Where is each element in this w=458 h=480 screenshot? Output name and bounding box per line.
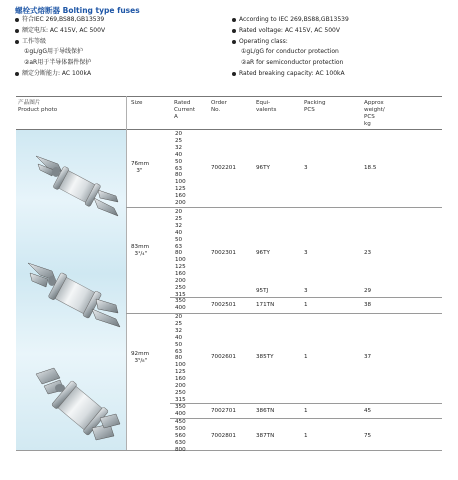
bullet-icon [15, 40, 19, 44]
header-current: Rated Current A [174, 100, 196, 120]
equivalent: 95TJ [256, 288, 269, 294]
spec-voltage-cn: 额定电压: AC 415V, AC 500V [22, 26, 106, 34]
order-no: 7002501 [211, 302, 236, 308]
equivalent: 386TN [256, 408, 275, 414]
table-bottom-rule [16, 450, 442, 451]
bullet-icon [15, 18, 19, 22]
fuse-92mm-image [30, 362, 126, 446]
fuse-83mm-image [22, 255, 126, 331]
order-no: 7002601 [211, 354, 236, 360]
header-photo-en: Product photo [18, 107, 58, 113]
bullet-icon [232, 72, 236, 76]
packing: 1 [304, 408, 308, 414]
size-92mm: 92mm 3⁵/₈" [131, 351, 150, 364]
header-size: Size [131, 100, 143, 106]
row-divider [126, 207, 442, 208]
current-list: 450 500 560 630 800 [175, 419, 186, 453]
fuse-76mm-image [28, 150, 124, 220]
spec-class-title-en: Operating class: [239, 37, 288, 45]
spec-breaking-cn: 额定分断能力: AC 100kA [22, 69, 92, 77]
current-list: 20 25 32 40 50 63 80 100 125 160 200 250 315 [175, 314, 186, 403]
packing: 1 [304, 302, 308, 308]
current-list: 20 25 32 40 50 63 80 100 125 160 200 250 315 [175, 209, 186, 298]
packing: 3 [304, 250, 308, 256]
row-divider [170, 418, 442, 419]
header-equivalents: Equi- valents [256, 100, 277, 113]
spec-class-2-en: ②aR for semiconductor protection [241, 59, 344, 67]
equivalent: 96TY [256, 250, 270, 256]
spec-breaking-en: Rated breaking capacity: AC 100kA [239, 69, 345, 77]
weight: 45 [364, 408, 372, 414]
table-top-rule [16, 96, 442, 97]
header-photo-cn: 产品图片 [18, 100, 41, 106]
column-divider [126, 96, 127, 450]
specs-english [232, 15, 349, 80]
order-no: 7002301 [211, 250, 236, 256]
row-divider [170, 297, 442, 298]
equivalent: 96TY [256, 165, 270, 171]
current-list: 350 400 [175, 404, 186, 417]
equivalent: 385TY [256, 354, 274, 360]
equivalent: 387TN [256, 433, 275, 439]
row-divider [170, 403, 442, 404]
packing: 3 [304, 288, 308, 294]
header-photo [18, 100, 57, 114]
current-list: 20 25 32 40 50 63 80 100 125 160 200 [175, 131, 186, 207]
row-divider [126, 313, 442, 314]
order-no: 7002801 [211, 433, 236, 439]
size-83mm: 83mm 3¹/₄" [131, 244, 150, 257]
current-list: 350 400 [175, 298, 186, 311]
spec-voltage-en: Rated voltage: AC 415V, AC 500V [239, 26, 340, 34]
spec-class-1-cn: ①gL/gG用于导线保护 [24, 48, 84, 56]
header-packing: Packing PCS [304, 100, 326, 113]
weight: 75 [364, 433, 372, 439]
spec-class-2-cn: ②aR用于半导体器件保护 [24, 59, 92, 67]
order-no: 7002701 [211, 408, 236, 414]
bullet-icon [232, 29, 236, 33]
spec-standard-en: According to IEC 269,BS88,GB13539 [239, 16, 349, 23]
order-no: 7002201 [211, 165, 236, 171]
page-title: 螺栓式熔断器 Bolting type fuses [15, 6, 140, 15]
packing: 3 [304, 165, 308, 171]
specs-chinese [15, 15, 105, 80]
packing: 1 [304, 433, 308, 439]
packing: 1 [304, 354, 308, 360]
size-76mm: 76mm 3" [131, 161, 150, 174]
spec-standard-cn: 符合IEC 269,BS88,GB13539 [22, 16, 105, 23]
weight: 23 [364, 250, 372, 256]
equivalent: 171TN [256, 302, 275, 308]
header-order: Order No. [211, 100, 227, 113]
weight: 38 [364, 302, 372, 308]
bullet-icon [232, 40, 236, 44]
spec-class-1-en: ①gL/gG for conductor protection [241, 48, 339, 56]
header-weight: Approx weight/ PCS kg [364, 100, 385, 127]
weight: 37 [364, 354, 372, 360]
weight: 18.5 [364, 165, 377, 171]
bullet-icon [15, 72, 19, 76]
bullet-icon [15, 29, 19, 33]
weight: 29 [364, 288, 372, 294]
spec-class-title-cn: 工作等级 [22, 37, 47, 45]
bullet-icon [232, 18, 236, 22]
